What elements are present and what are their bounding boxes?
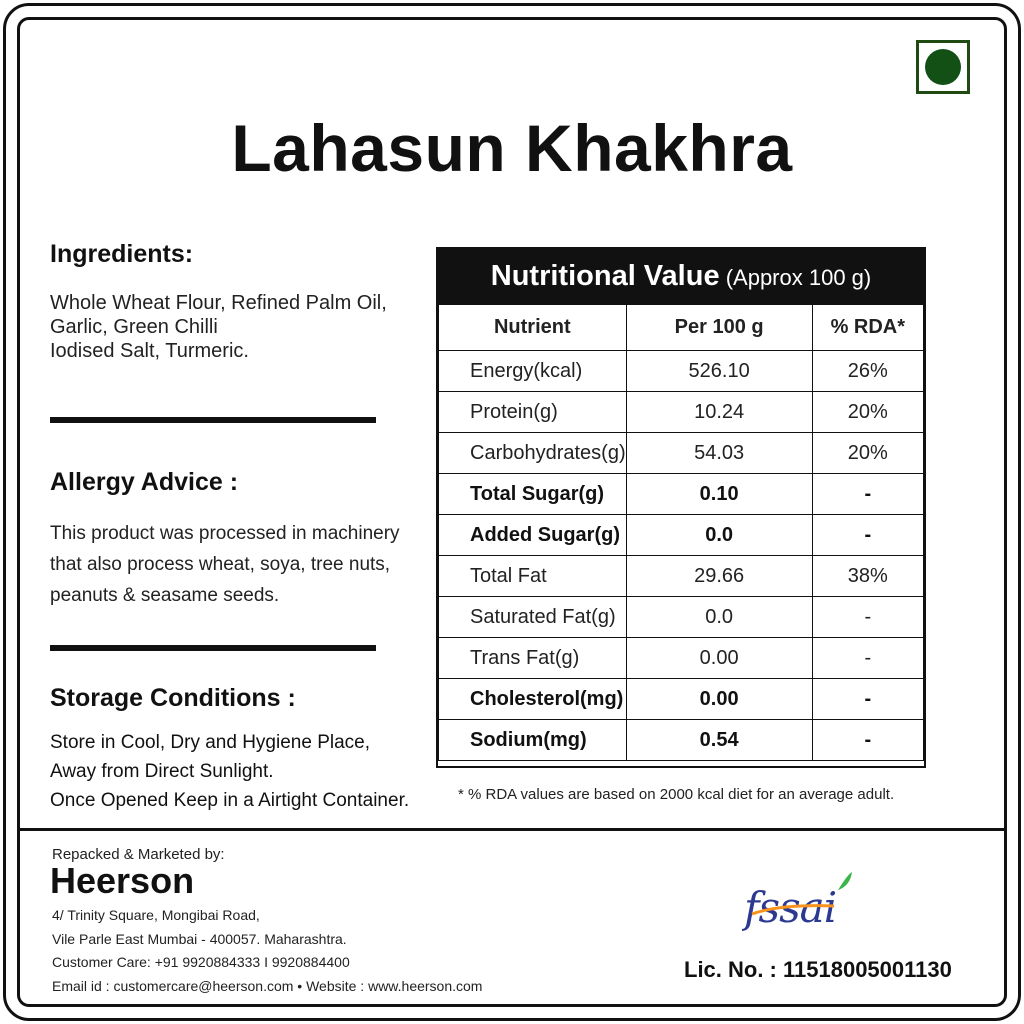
table-row (439, 474, 924, 515)
ingredients-line: Garlic, Green Chilli (50, 316, 218, 338)
per100-cell: 0.10 (626, 474, 812, 515)
nutrient-cell: Trans Fat(g) (439, 638, 627, 679)
allergy-line: This product was processed in machinery (50, 523, 400, 544)
nutrient-cell: Saturated Fat(g) (439, 597, 627, 638)
section-divider-bar (50, 417, 376, 423)
nutrient-cell: Cholesterol(mg) (439, 679, 627, 720)
address-line: Email id : customercare@heerson.com • Website : www.heerson.com (52, 977, 483, 994)
allergy-text (50, 518, 400, 611)
ingredients-heading: Ingredients: (50, 240, 194, 268)
storage-line: Once Opened Keep in a Airtight Container. (50, 790, 410, 811)
nutrient-cell: Added Sugar(g) (439, 515, 627, 556)
ingredients-text (50, 291, 387, 363)
rda-cell: - (812, 474, 923, 515)
nutrient-cell: Total Sugar(g) (439, 474, 627, 515)
license-number: Lic. No. : 11518005001130 (684, 957, 952, 982)
table-row (439, 515, 924, 556)
ingredients-line: Whole Wheat Flour, Refined Palm Oil, (50, 292, 387, 314)
address-line: Customer Care: +91 9920884333 I 9920884400 (52, 954, 350, 970)
product-title: Lahasun Khakhra (231, 111, 793, 185)
rda-cell: - (812, 720, 923, 761)
rda-cell: 20% (812, 392, 923, 433)
nutrition-table (438, 304, 924, 761)
address-line: 4/ Trinity Square, Mongibai Road, (52, 907, 260, 923)
storage-line: Away from Direct Sunlight. (50, 761, 274, 782)
rda-footnote: * % RDA values are based on 2000 kcal diet for an average adult. (458, 786, 895, 803)
rda-cell: - (812, 679, 923, 720)
company-address (52, 904, 482, 998)
storage-line: Store in Cool, Dry and Hygiene Place, (50, 732, 370, 753)
storage-text (50, 728, 409, 815)
rda-cell: 38% (812, 556, 923, 597)
per100-cell: 0.00 (626, 638, 812, 679)
table-row (439, 679, 924, 720)
fssai-logo-text: fssai (744, 883, 837, 932)
nutrient-cell: Total Fat (439, 556, 627, 597)
table-row (439, 597, 924, 638)
allergy-line: that also process wheat, soya, tree nuts, (50, 554, 391, 575)
per100-cell: 526.10 (626, 351, 812, 392)
rda-cell: - (812, 515, 923, 556)
nutrition-subtitle: (Approx 100 g) (719, 265, 872, 290)
table-row (439, 720, 924, 761)
column-header-rda: % RDA* (812, 305, 923, 351)
per100-cell: 29.66 (626, 556, 812, 597)
allergy-heading: Allergy Advice : (50, 468, 239, 496)
rda-cell: 26% (812, 351, 923, 392)
nutrition-title: Nutritional Value (490, 260, 720, 292)
ingredients-line: Iodised Salt, Turmeric. (50, 340, 249, 362)
column-header-nutrient: Nutrient (439, 305, 627, 351)
nutrition-header (438, 249, 924, 304)
repacked-label: Repacked & Marketed by: (52, 846, 225, 863)
table-header-row (439, 305, 924, 351)
veg-mark-icon (916, 40, 970, 94)
rda-cell: 20% (812, 433, 923, 474)
section-divider-bar (50, 645, 376, 651)
per100-cell: 0.0 (626, 515, 812, 556)
per100-cell: 0.54 (626, 720, 812, 761)
per100-cell: 54.03 (626, 433, 812, 474)
fssai-leaf (838, 872, 852, 890)
table-row (439, 351, 924, 392)
per100-cell: 10.24 (626, 392, 812, 433)
nutrient-cell: Carbohydrates(g) (439, 433, 627, 474)
rda-cell: - (812, 597, 923, 638)
company-name: Heerson (50, 860, 195, 901)
table-row (439, 392, 924, 433)
footer-divider (20, 828, 1004, 831)
table-row (439, 638, 924, 679)
storage-heading: Storage Conditions : (50, 684, 296, 712)
rda-cell: - (812, 638, 923, 679)
table-row (439, 556, 924, 597)
nutrient-cell: Sodium(mg) (439, 720, 627, 761)
column-header-per100: Per 100 g (626, 305, 812, 351)
fssai-logo-icon (742, 868, 862, 932)
nutrition-table-box (436, 247, 926, 768)
table-row (439, 433, 924, 474)
address-line: Vile Parle East Mumbai - 400057. Maharashtra. (52, 930, 347, 947)
allergy-line: peanuts & seasame seeds. (50, 585, 280, 606)
nutrient-cell: Protein(g) (439, 392, 627, 433)
per100-cell: 0.0 (626, 597, 812, 638)
nutrient-cell: Energy(kcal) (439, 351, 627, 392)
veg-dot (925, 49, 961, 85)
per100-cell: 0.00 (626, 679, 812, 720)
